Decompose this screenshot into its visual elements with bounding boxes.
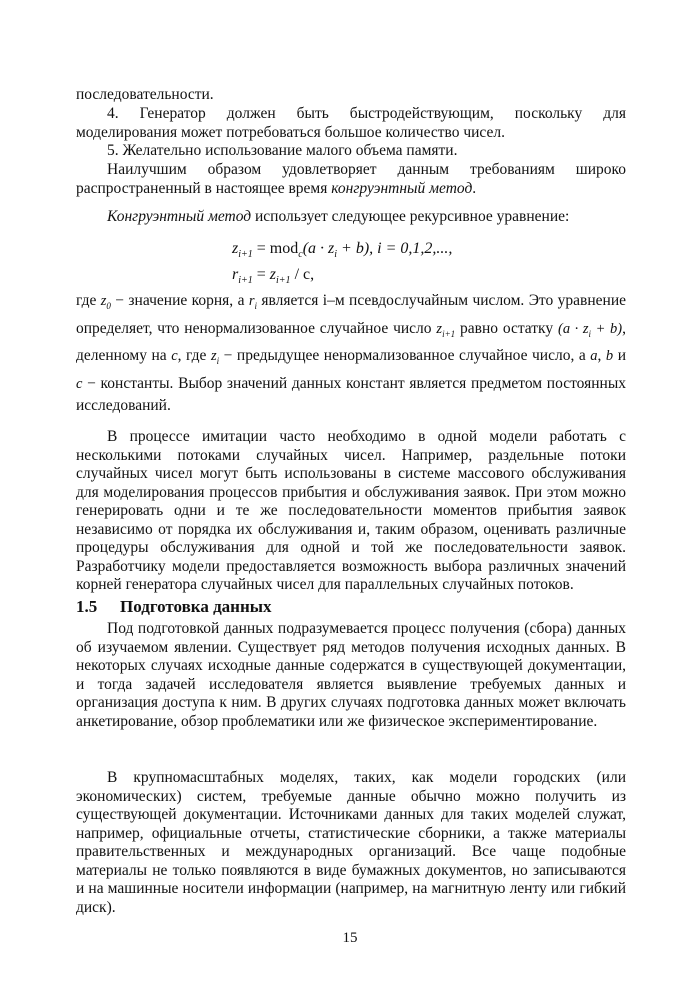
paragraph-item-5: 5. Желательно использование малого объема памяти. (107, 142, 458, 159)
math-c2: c (76, 375, 83, 392)
congruent-method-term: конгруэнтный метод (331, 179, 473, 197)
paragraph-large-scale-models: В крупномасштабных моделях, таких, как модели городских (или экономических) систем, требуемые данные обычно можно получить из существующей документации. Источниками данных для таких моделей служат, например, официальные отчеты, статистические сборники, а также материалы правительственных и международных организаций. Все чаще подобные материалы не только появляются в виде бумажных документов, но записываются и на машинные носители информации (например, на магнитную ленту или гибкий диск). (76, 769, 626, 916)
paragraph-item-4: 4. Генератор должен быть быстродействующим, поскольку для моделирования может потребоваться большое количество чисел. (76, 105, 626, 141)
section-title: Подготовка данных (120, 597, 272, 616)
math-zi1: $z_{i+1}$ (436, 320, 456, 339)
math-b: b (605, 348, 614, 365)
math-c: c (171, 348, 178, 365)
formula-line-2: $r_{i+1} = z_{i+1} / c$, (232, 266, 315, 287)
section-number: 1.5 (76, 597, 98, 616)
math-a: a (590, 348, 598, 365)
paragraph-continuation: последовательности. (76, 86, 214, 103)
section-heading (76, 597, 272, 617)
page-number: 15 (342, 930, 358, 946)
intro-dot: . (472, 179, 477, 197)
paragraph-where: где $z_0$ − значение корня, а $r_i$ является i–м псевдослучайным числом. Это уравнение определяет, что ненормализованное случайное число $z_{i+1}$ равно остатку $(a \cdot z_i + b)$, деленному на c, где $z_i$ − предыдущее ненормализованное случайное число, а a, b и c − константы. Выбор значений данных констант является предметом постоянных исследований. (76, 292, 626, 415)
math-zi: $z_i$ (210, 348, 220, 367)
paragraph-recursive-equation (76, 208, 626, 227)
congruent-method-term-2: Конгруэнтный метод (107, 208, 252, 225)
recursive-text: использует следующее рекурсивное уравнение: (251, 208, 570, 225)
math-z0: $z_0$ (100, 293, 111, 311)
math-ri: $r_i$ (248, 293, 258, 311)
intro-text: Наилучшим образом удовлетворяет данным требованиям широко распространенный в настоящее время (76, 161, 626, 197)
formula-line-1: $z_{i+1} = mod_c(a \cdot z_i + b)$, i = 0,1,2,..., (232, 240, 453, 261)
paragraph-streams: В процессе имитации часто необходимо в одной модели работать с несколькими потоками случайных чисел. Например, раздельные потоки случайных чисел могут быть использованы в системе массового обслуживания для моделирования процессов прибытия и обслуживания заявок. При этом можно генерировать одни и те же последовательности моментов прибытия заявок независимо от порядка их обслуживания и, таким образом, оценивать различные процедуры обслуживания для одной и той же последовательности заявок. Разработчику модели предоставляется возможность выбора различных значений корней генератора случайных чисел для параллельных случайных потоков. (76, 428, 626, 593)
math-expr: $(a \cdot z_i + b)$ (557, 320, 623, 339)
paragraph-data-preparation: Под подготовкой данных подразумевается процесс получения (сбора) данных об изучаемом явлении. Существует ряд методов получения исходных данных. В некоторых случаях исходные данные содержатся в существующей документации, и тогда задачей исследователя является выявление требуемых данных и организация доступа к ним. В других случаях подготовка данных может включать анкетирование, обзор проблематики или же физическое экспериментирование. (76, 620, 626, 730)
paragraph-congruent-intro (76, 161, 626, 198)
